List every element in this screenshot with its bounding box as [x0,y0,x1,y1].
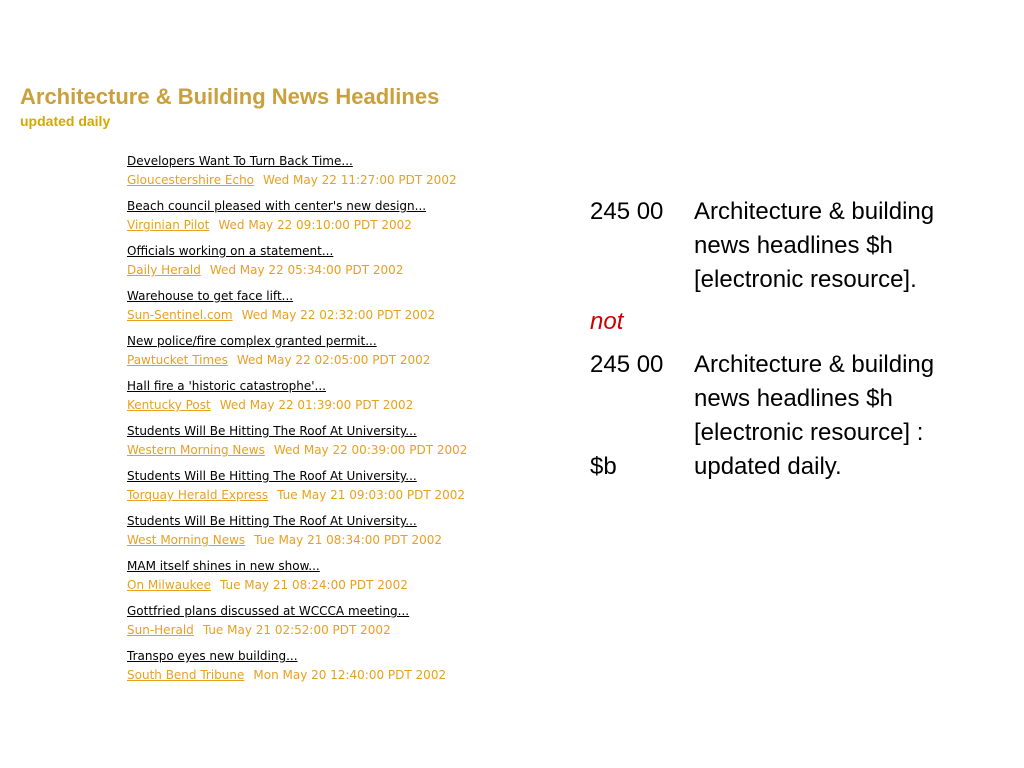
page-subtitle: updated daily [20,113,111,129]
headline-date: Wed May 22 02:05:00 PDT 2002 [236,353,431,367]
headline-item [127,288,467,333]
headline-meta [127,577,467,594]
headline-link[interactable]: Hall fire a 'historic catastrophe'... [127,379,326,393]
headline-link[interactable]: Students Will Be Hitting The Roof At University... [127,469,417,483]
headline-meta [127,217,467,234]
headline-link[interactable]: MAM itself shines in new show... [127,559,320,573]
source-link[interactable]: Daily Herald [127,263,201,277]
headline-list [127,153,467,693]
not-separator: not [590,308,624,335]
marc-example [590,195,994,484]
headline-meta [127,307,467,324]
headline-date: Wed May 22 11:27:00 PDT 2002 [263,173,457,187]
source-link[interactable]: Pawtucket Times [127,353,228,367]
headline-date: Wed May 22 05:34:00 PDT 2002 [209,263,404,277]
headline-item [127,333,467,378]
headline-item [127,378,467,423]
headline-link[interactable]: Beach council pleased with center's new design... [127,199,427,213]
headline-link[interactable]: Gottfried plans discussed at WCCCA meeting... [127,604,410,618]
headline-link[interactable]: New police/fire complex granted permit... [127,334,377,348]
headline-meta [127,397,467,414]
source-link[interactable]: Sun-Herald [127,623,194,637]
headline-meta [127,172,467,189]
marc-text: Architecture & building news headlines $h [electronic resource] : [694,351,935,446]
source-link[interactable]: Western Morning News [127,443,265,457]
marc-tag: 245 00 [590,198,664,225]
marc-tag: 245 00 [590,351,664,378]
headline-item [127,198,467,243]
headline-link[interactable]: Transpo eyes new building... [127,649,298,663]
headline-date: Mon May 20 12:40:00 PDT 2002 [253,668,447,682]
headline-date: Wed May 22 01:39:00 PDT 2002 [219,398,414,412]
source-link[interactable]: Kentucky Post [127,398,211,412]
headline-date: Tue May 21 09:03:00 PDT 2002 [277,488,466,502]
headline-link[interactable]: Officials working on a statement... [127,244,334,258]
headline-date: Tue May 21 08:24:00 PDT 2002 [219,578,408,592]
headline-item [127,558,467,603]
source-link[interactable]: Torquay Herald Express [127,488,269,502]
source-link[interactable]: South Bend Tribune [127,668,245,682]
source-link[interactable]: Sun-Sentinel.com [127,308,233,322]
headline-link[interactable]: Developers Want To Turn Back Time... [127,154,353,168]
headline-item [127,513,467,558]
headline-meta [127,487,467,504]
headline-meta [127,667,467,684]
headline-link[interactable]: Warehouse to get face lift... [127,289,294,303]
headline-meta [127,622,467,639]
source-link[interactable]: Virginian Pilot [127,218,210,232]
headline-date: Wed May 22 09:10:00 PDT 2002 [218,218,412,232]
headline-meta [127,532,467,549]
marc-text: Architecture & building news headlines $h [electronic resource]. [694,198,935,293]
headline-link[interactable]: Students Will Be Hitting The Roof At University... [127,424,417,438]
headline-item [127,603,467,648]
page-title: Architecture & Building News Headlines [20,84,440,109]
marc-field-incorrect [590,195,994,297]
headline-date: Wed May 22 02:32:00 PDT 2002 [241,308,436,322]
headline-meta [127,442,467,459]
marc-subfield-text: updated daily. [694,453,842,480]
marc-subfield-code: $b [590,453,617,480]
source-link[interactable]: Gloucestershire Echo [127,173,255,187]
headline-date: Tue May 21 02:52:00 PDT 2002 [202,623,391,637]
headline-item [127,243,467,288]
headline-link[interactable]: Students Will Be Hitting The Roof At University... [127,514,417,528]
marc-subfield-b [590,450,994,484]
source-link[interactable]: On Milwaukee [127,578,211,592]
headline-date: Tue May 21 08:34:00 PDT 2002 [254,533,443,547]
headline-meta [127,352,467,369]
headline-date: Wed May 22 00:39:00 PDT 2002 [273,443,468,457]
headline-item [127,423,467,468]
headline-meta [127,262,467,279]
headline-item [127,648,467,693]
source-link[interactable]: West Morning News [127,533,246,547]
marc-field-correct [590,348,994,450]
headline-item [127,468,467,513]
headline-item [127,153,467,198]
